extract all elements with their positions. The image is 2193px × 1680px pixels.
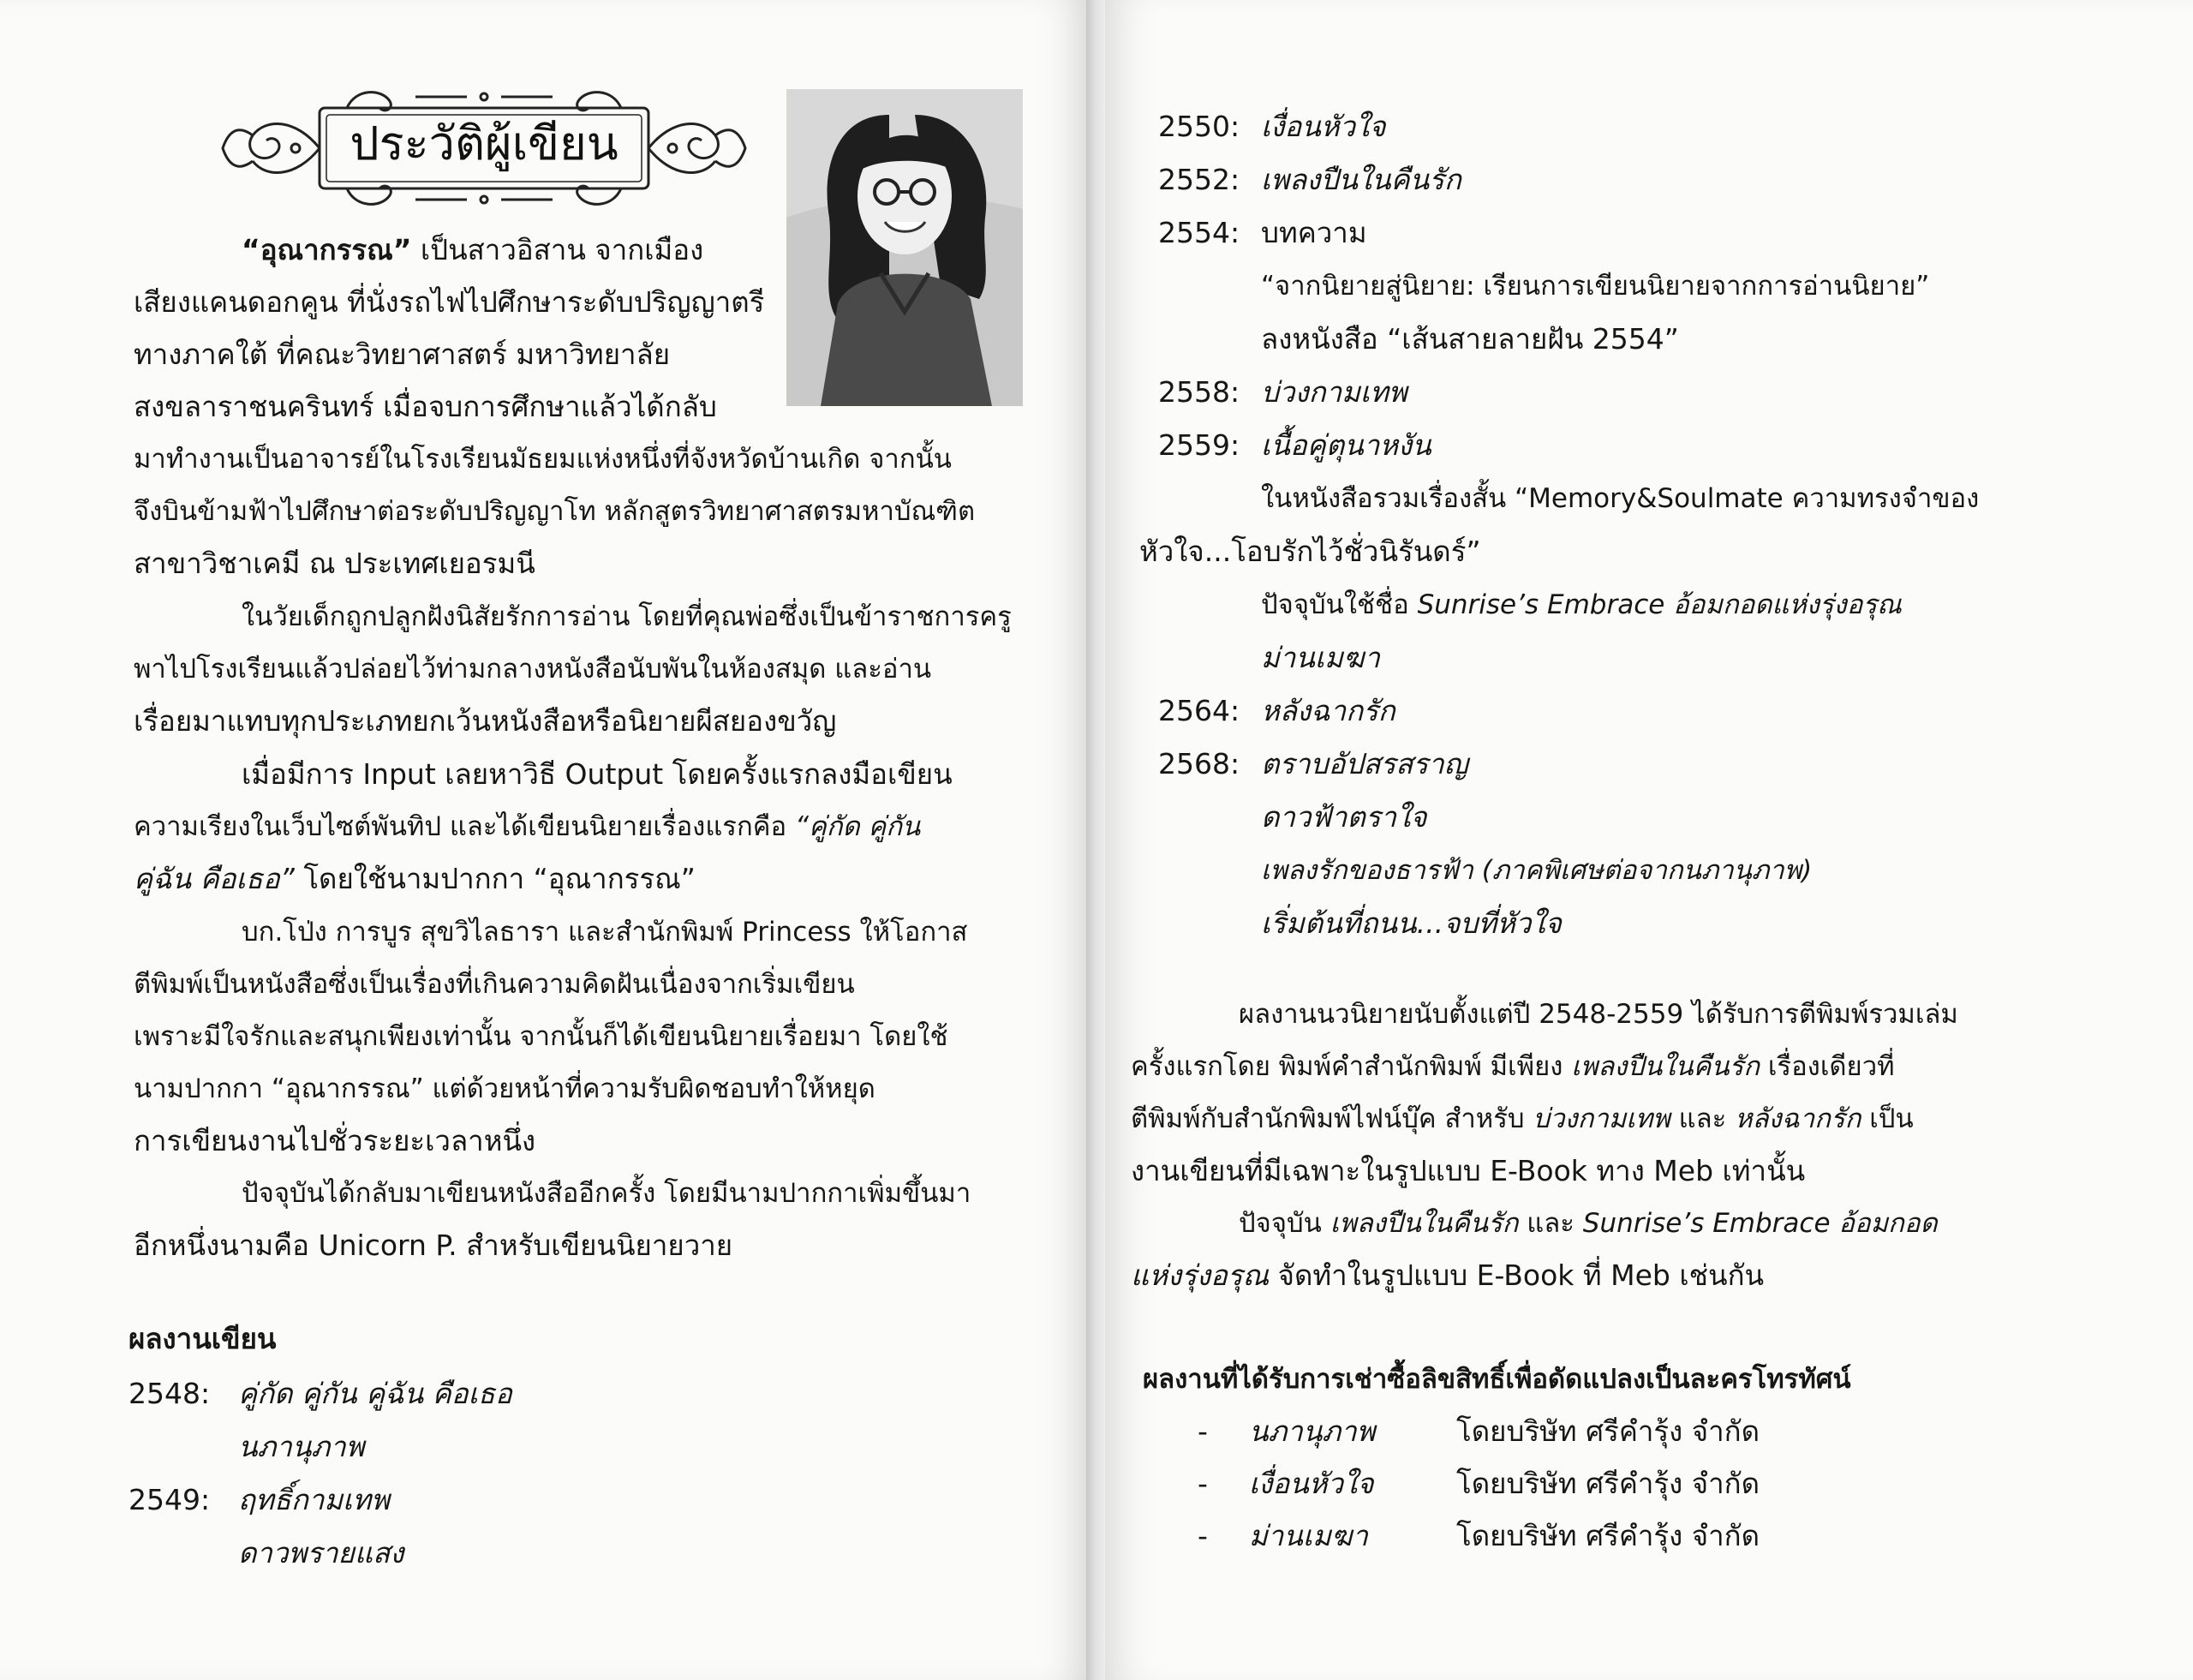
current-name-label: ปัจจุบันใช้ชื่อ (1261, 589, 1418, 620)
bio-line: มาทำงานเป็นอาจารย์ในโรงเรียนมัธยมแห่งหนึ่งที่จังหวัดบ้านเกิด จากนั้น (134, 444, 952, 475)
pub-text: และ (1670, 1103, 1736, 1134)
work-title: เพลงปืนในคืนรัก (1330, 1208, 1519, 1239)
bio-line: ในวัยเด็กถูกปลูกฝังนิสัยรักการอ่าน โดยที่คุณพ่อซึ่งเป็นข้าราชการครู (242, 601, 1012, 632)
anthology-line: หัวใจ...โอบรักไว้ชั่วนิรันดร์” (1139, 535, 1481, 568)
pub-text: เรื่องเดียวที่ (1759, 1051, 1895, 1082)
work-year: 2564: (1158, 694, 1240, 727)
work-title: เริ่มต้นที่ถนน...จบที่หัวใจ (1261, 906, 1562, 940)
work-year: 2548: (128, 1377, 211, 1410)
list-dash: - (1198, 1467, 1208, 1500)
bio-line: ตีพิมพ์เป็นหนังสือซึ่งเป็นเรื่องที่เกินความคิดฝันเนื่องจากเริ่มเขียน (134, 969, 855, 1000)
tv-company: โดยบริษัท ศรีคำรุ้ง จำกัด (1456, 1519, 1760, 1552)
bio-line: เสียงแคนดอกคูน ที่นั่งรถไฟไปศึกษาระดับปริญญาตรี (134, 285, 765, 319)
bio-line: ทางภาคใต้ ที่คณะวิทยาศาสตร์ มหาวิทยาลัย (134, 338, 671, 371)
work-title: เนื้อคู่ตุนาหงัน (1261, 428, 1431, 462)
work-title: บทความ (1261, 216, 1367, 249)
work-title: ดาวพรายแสง (238, 1536, 404, 1569)
publishing-line: ผลงานนวนิยายนับตั้งแต่ปี 2548-2559 ได้รับการตีพิมพ์รวมเล่ม (1239, 999, 1958, 1030)
tv-company: โดยบริษัท ศรีคำรุ้ง จำกัด (1456, 1414, 1760, 1448)
page-title: ประวัติผู้เขียน (350, 117, 618, 170)
article-source: ลงหนังสือ “เส้นสายลายฝัน 2554” (1261, 322, 1679, 356)
work-year: 2549: (128, 1483, 211, 1516)
publishing-line (1131, 1250, 1764, 1301)
work-year: 2559: (1158, 428, 1240, 462)
tv-title: เงื่อนหัวใจ (1249, 1467, 1374, 1500)
tv-title: ม่านเมฆา (1249, 1519, 1368, 1552)
bio-line (134, 801, 920, 852)
work-title: แห่งรุ่งอรุณ (1131, 1259, 1270, 1292)
bio-line: จึงบินข้ามฟ้าไปศึกษาต่อระดับปริญญาโท หลักสูตรวิทยาศาสตรมหาบัณฑิต (134, 496, 976, 527)
publishing-line (1131, 1093, 1914, 1145)
tv-title: นภานุภาพ (1249, 1414, 1376, 1448)
bio-text: ความเรียงในเว็บไซต์พันทิป และได้เขียนนิยายเรื่องแรกคือ (134, 811, 795, 842)
pen-name: “อุณากรรณ” (242, 233, 412, 266)
pub-text: ตีพิมพ์กับสำนักพิมพ์ไฟน์บุ๊ค สำหรับ (1131, 1103, 1533, 1134)
work-title: ฤทธิ์กามเทพ (238, 1483, 390, 1516)
bio-line (134, 853, 696, 905)
bio-line: นามปากกา “อุณากรรณ” แต่ด้วยหน้าที่ความรับผิดชอบทำให้หยุด (134, 1073, 875, 1104)
work-year: 2554: (1158, 216, 1240, 249)
current-name-line (1261, 579, 1902, 631)
bio-line: เรื่อยมาแทบทุกประเภทยกเว้นหนังสือหรือนิยายผีสยองขวัญ (134, 704, 837, 738)
work-title: ม่านเมฆา (1261, 641, 1380, 674)
publishing-line: งานเขียนที่มีเฉพาะในรูปแบบ E-Book ทาง Meb เท่านั้น (1131, 1154, 1806, 1187)
bio-line: อีกหนึ่งนามคือ Unicorn P. สำหรับเขียนนิยายวาย (134, 1229, 733, 1262)
work-title: นภานุภาพ (238, 1430, 365, 1463)
works-heading: ผลงานเขียน (128, 1322, 277, 1355)
bio-line: เมื่อมีการ Input เลยหาวิธี Output โดยครั้งแรกลงมือเขียน (242, 757, 953, 791)
author-photo (786, 89, 1023, 406)
bio-line: ปัจจุบันได้กลับมาเขียนหนังสืออีกครั้ง โดยมีนามปากกาเพิ่มขึ้นมา (242, 1178, 971, 1209)
bio-line: สงขลาราชนครินทร์ เมื่อจบการศึกษาแล้วได้กลับ (134, 390, 717, 423)
pub-text: ปัจจุบัน (1239, 1208, 1330, 1239)
work-title: ดาวฟ้าตราใจ (1261, 800, 1427, 834)
work-title: เพลงปืนในคืนรัก (1261, 163, 1461, 196)
list-dash: - (1198, 1414, 1208, 1448)
bio-line: บก.โป่ง การบูร สุขวิไลธารา และสำนักพิมพ์ Princess ให้โอกาส (242, 917, 968, 948)
work-year: 2550: (1158, 110, 1240, 143)
publishing-line (1239, 1198, 1938, 1249)
work-title: คู่กัด คู่กัน คู่ฉัน คือเธอ (238, 1377, 512, 1410)
pub-text: ครั้งแรกโดย พิมพ์คำสำนักพิมพ์ มีเพียง (1131, 1051, 1572, 1082)
tv-company: โดยบริษัท ศรีคำรุ้ง จำกัด (1456, 1467, 1760, 1500)
work-title: ตราบอัปสรสราญ (1261, 747, 1468, 780)
book-title: “คู่กัด คู่กัน (794, 811, 921, 842)
bio-line: การเขียนงานไปชั่วระยะเวลาหนึ่ง (134, 1124, 536, 1157)
work-title: หลังฉากรัก (1735, 1103, 1861, 1134)
bio-line: เพราะมีใจรักและสนุกเพียงเท่านั้น จากนั้นก็ได้เขียนนิยายเรื่อยมา โดยใช้ (134, 1021, 948, 1052)
work-title: บ่วงกามเทพ (1533, 1103, 1670, 1134)
work-title: เพลงปืนในคืนรัก (1571, 1051, 1760, 1082)
work-title: เงื่อนหัวใจ (1261, 110, 1386, 143)
work-title: หลังฉากรัก (1261, 694, 1395, 727)
work-title: เพลงรักของธารฟ้า (ภาคพิเศษต่อจากนภานุภาพ) (1261, 855, 1813, 886)
work-title: Sunrise’s Embrace อ้อมกอดแห่งรุ่งอรุณ (1417, 589, 1902, 620)
pub-text: จัดทำในรูปแบบ E-Book ที่ Meb เช่นกัน (1269, 1259, 1765, 1292)
work-year: 2558: (1158, 375, 1240, 409)
bio-line (242, 224, 703, 276)
bio-text: เป็นสาวอิสาน จากเมือง (411, 233, 704, 266)
article-title: “จากนิยายสู่นิยาย: เรียนการเขียนนิยายจากการอ่านนิยาย” (1261, 271, 1930, 302)
bio-text: โดยใช้นามปากกา “อุณากรรณ” (294, 862, 696, 895)
book-title: คู่ฉัน คือเธอ” (134, 862, 295, 895)
list-dash: - (1198, 1519, 1208, 1552)
anthology-line: ในหนังสือรวมเรื่องสั้น “Memory&Soulmate ความทรงจำของ (1261, 483, 1980, 514)
bio-line: สาขาวิชาเคมี ณ ประเทศเยอรมนี (134, 547, 535, 580)
work-year: 2552: (1158, 163, 1240, 196)
title-banner (218, 84, 750, 212)
pub-text: และ (1518, 1208, 1583, 1239)
pub-text: เป็น (1861, 1103, 1914, 1134)
tv-heading: ผลงานที่ได้รับการเช่าซื้อลิขสิทธิ์เพื่อดัดแปลงเป็นละครโทรทัศน์ (1143, 1364, 1851, 1395)
work-year: 2568: (1158, 747, 1240, 780)
work-title: Sunrise’s Embrace อ้อมกอด (1582, 1208, 1938, 1239)
bio-line: พาไปโรงเรียนแล้วปล่อยไว้ท่ามกลางหนังสือนับพันในห้องสมุด และอ่าน (134, 654, 932, 685)
publishing-line (1131, 1041, 1895, 1092)
work-title: บ่วงกามเทพ (1261, 375, 1407, 409)
